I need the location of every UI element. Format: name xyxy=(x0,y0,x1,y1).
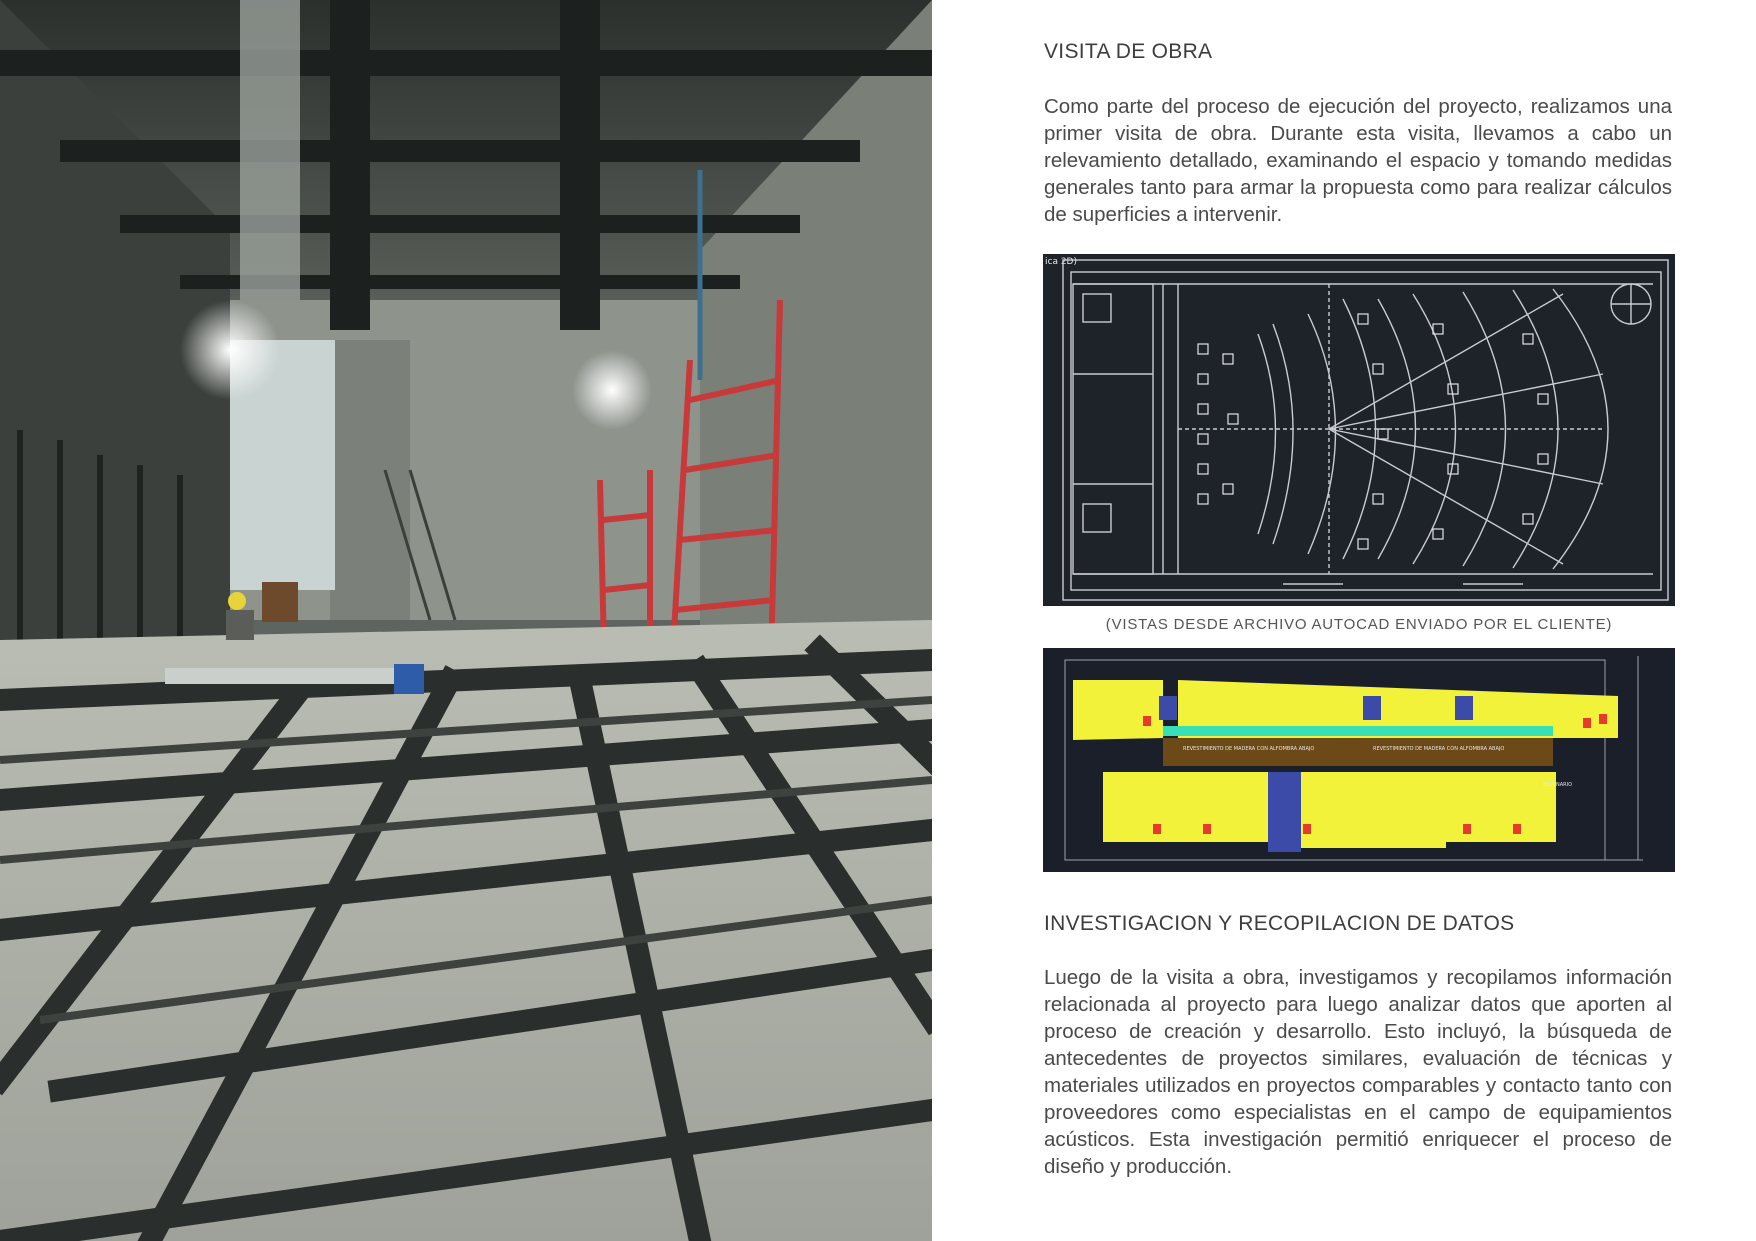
section-label-b: REVESTIMIENTO DE MADERA CON ALFOMBRA ABAJO xyxy=(1373,746,1505,752)
section-body-investigacion: Luego de la visita a obra, investigamos y recopilamos información relacionada al proyecto para luego analizar datos que aporten al proceso de creación y desarrollo. Esto incluyó, la búsqueda de antecedentes de proyectos similares, evaluación de técnicas y materiales utilizados en proyectos comparables y contacto tanto con proveedores como especialistas en el campo de equipamientos acústicos. Esta investigación permitió enriquecer el proceso de diseño y producción. xyxy=(1044,966,1672,1178)
plan-tag: ica 2D) xyxy=(1045,257,1077,267)
autocad-plan-view xyxy=(1043,254,1675,606)
section-body-visita: Como parte del proceso de ejecución del proyecto, realizamos una primer visita de obra. Durante esta visita, llevamos a cabo un relevamiento detallado, examinando el espacio y tomando medidas generales tanto para armar la propuesta como para realizar cálculos de superficies a intervenir. xyxy=(1044,95,1672,226)
autocad-section-view xyxy=(1043,648,1675,872)
section-title-visita: VISITA DE OBRA xyxy=(1044,40,1213,63)
figure-caption: (VISTAS DESDE ARCHIVO AUTOCAD ENVIADO POR EL CLIENTE) xyxy=(1105,616,1613,633)
section-label-c: ESCENARIO xyxy=(1543,782,1573,788)
section-label-a: REVESTIMIENTO DE MADERA CON ALFOMBRA ABAJO xyxy=(1183,746,1315,752)
section-title-investigacion: INVESTIGACION Y RECOPILACION DE DATOS xyxy=(1044,912,1515,935)
